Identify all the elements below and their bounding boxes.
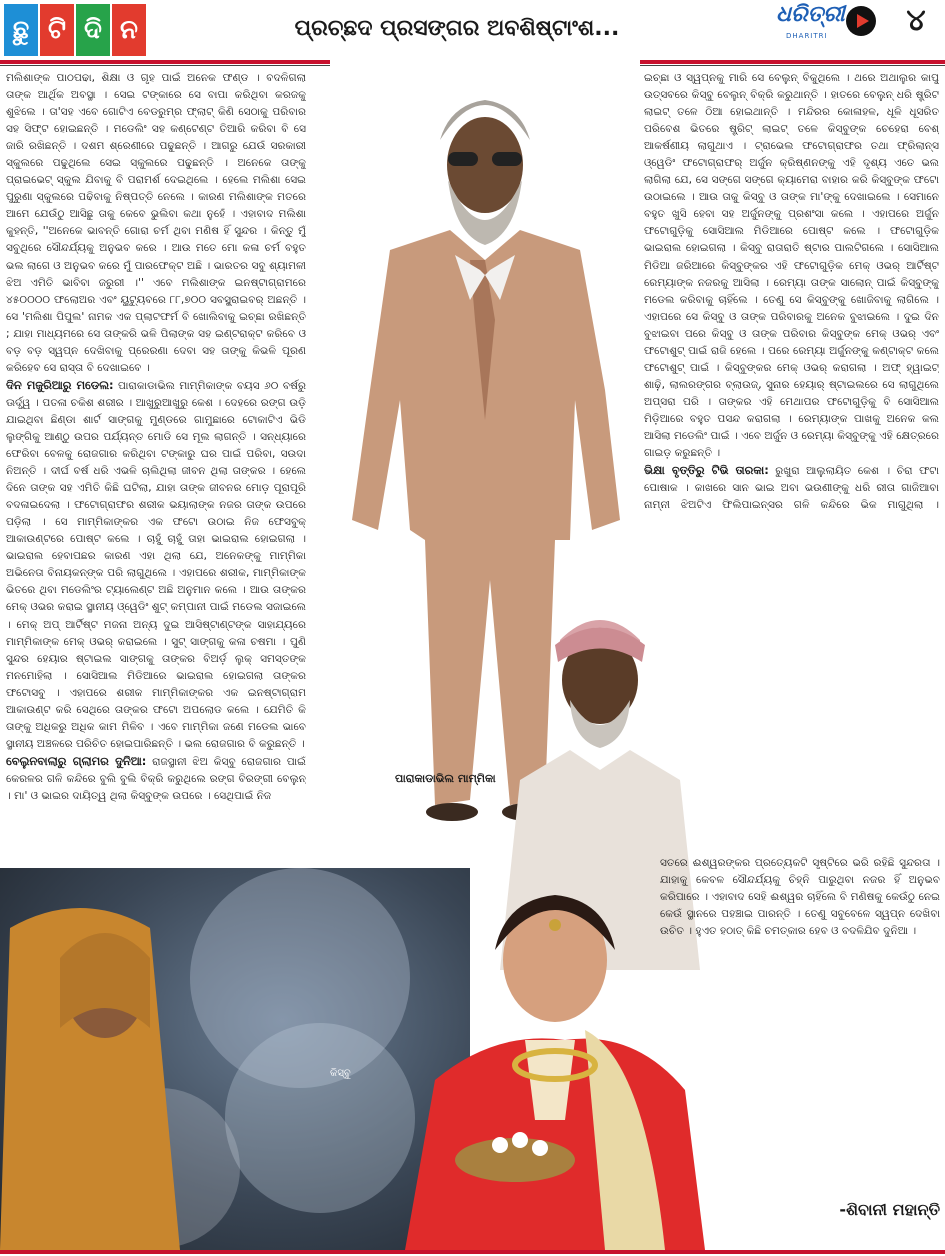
author-byline: -ଶିବାନୀ ମହାନ୍ତି: [839, 1200, 940, 1219]
paragraph: [6, 377, 306, 753]
section-tile: ଦି: [76, 4, 110, 56]
page-headline: ପ୍ରଚ୍ଛଦ ପ୍ରସଙ୍ଗର ଅବଶିଷ୍ଟାଂଶ...: [294, 15, 620, 41]
paragraph: ସତରେ ଈଶ୍ୱରଙ୍କର ପ୍ରତ୍ୟେକଟି ସୃଷ୍ଟିରେ ଭରି ରହିଛି ସୁନ୍ଦରତା । ଯାହାକୁ କେବଳ ସୌନ୍ଦର୍ଯ୍ୟକୁ ଚିହ୍ନି ପାରୁଥିବା ନଜର ହିଁ ଅନୁଭବ କରିପାରେ । ଏହାବାଦ ସେହି ଈଶ୍ୱର ଚାହିଁଲେ ବି ମଣିଷକୁ କେଉଁଠୁ ନେଇ କେଉଁ ସ୍ଥାନରେ ପହଞ୍ଚାଇ ପାରନ୍ତି । ତେଣୁ ସବୁବେଳେ ସ୍ୱପ୍ନ ଦେଖିବା ଉଚିତ । ହୁଏତ ହଠାତ୍ କିଛି ଚମତ୍କାର ହେବ ଓ ବଦଳିଯିବ ଦୁନିଆ ।: [660, 857, 940, 938]
section-tile: ଛୁ: [4, 4, 38, 56]
kisbu-caption: କିସ୍‌ବୁ: [330, 1068, 351, 1079]
masthead: [0, 0, 945, 62]
newspaper-logo: ଧରିତ୍ରୀ: [776, 2, 845, 27]
paragraph-text: ରୁଖୁରା ଆଲୁଲାୟିତ କେଶ । ଚିରା ଫଟା ପୋଷାକ । କାଖରେ ସାନ ଭାଇ ଅବା ଭଉଣୀଙ୍କୁ ଧରି ରୀତା ଗାଜିଆବା ନାମ୍ନୀ ଝିଅଟିଏ ଫିଲିପାଇନ୍ସର ଗଳି କନ୍ଦିରେ ଭିକ ମାଗୁଥିଲା ।: [644, 465, 939, 512]
section-tile: ଟି: [40, 4, 74, 56]
paragraph-text: ରାଜସ୍ଥାନୀ ଝିଅ କିସ୍‌ବୁ ରୋଜଗାର ପାଇଁ କେରଳର ଗଳି କନ୍ଦିରେ ବୁଲି ବୁଲି ବିକ୍ରି କରୁଥିଲେ ରଙ୍ଗ ବିରଙ୍ଗୀ ବେଲୁନ୍ । ମା' ଓ ଭାଇର ଦାୟିତ୍ୱ ଥିଲା କିସ୍‌ବୁଙ୍କ ଉପରେ । ସେଥିପାଇଁ ନିଜ: [6, 755, 306, 802]
paragraph-text: ପାରାକାଡାଭିଲ ମାମ୍ମିକାଙ୍କ ବୟସ ୬୦ ବର୍ଷରୁ ଊର୍ଦ୍ଧ୍ୱ । ପତଳା ଚକିଶ ଶରୀର । ଆଖୁରୁଆଖୁରୁ କେଶ । ଦେହରେ ରଙ୍ଗ ଉଡ଼ି ଯାଇଥିବା ଛିଣ୍ଡା ଶାର୍ଟ ସାଙ୍ଗକୁ ମୁଣ୍ଡରେ ଗାମୁଛାରେ ଟୋକାଟିଏ ଭିଡି ଲୁଙ୍ଗିକୁ ଆଣ୍ଠୁ ଉପର ପର୍ଯ୍ୟନ୍ତ ମୋଡି ସେ ମୂଲ ଲାଗନ୍ତି । ସନ୍ଧ୍ୟାରେ ଫେରିବା ବେଳକୁ ରୋଜଗାର କରିଥିବା ଟଙ୍କାରୁ ଘର ପାଇଁ ପରିବା, ସଉଦା ନିଅନ୍ତି । ଦୀର୍ଘ ବର୍ଷ ଧରି ଏଭଳି ଚାଲିଥିଲା ଜୀବନ ଥିଲା ତାଙ୍କର । ହେଲେ ଦିନେ ତାଙ୍କ ସହ ଏମିତି କିଛି ଘଟିଲା, ଯାହା ତାଙ୍କ ଜୀବନର ମୋଡ଼ ପୂରାପୂରି ବଦଳାଇଦେଲା । ଫଟୋଗ୍ରାଫର ଶରୀକ ଭୟାଲାଙ୍କ ନଜର ତାଙ୍କ ଉପରେ ପଡ଼ିଲା । ସେ ମାମ୍ମିକାଙ୍କର ଏକ ଫଟୋ ଉଠାଇ ନିଜ ଫେସବୁକ୍ ଆକାଉଣ୍ଟରେ ପୋଷ୍ଟ କଲେ । ଚାହୁଁ ଚାହୁଁ ତାହା ଭାଇରାଲ ହୋଇଗଲା । ଭାଇରାଲ ହେବାପଛର କାରଣ ଏହା ଥିଲା ଯେ, ଅନେକଙ୍କୁ ମାମ୍ମିକା ଅଭିନେତା ବିନାୟକନ୍‌ଙ୍କ ପରି ଲାଗୁଥିଲେ । ଏହାପରେ ଶରୀକ, ମାମ୍ମିକାଙ୍କ ଭିତରେ ଥିବା ମଡେଲିଂର ଟ୍ୟାଲେଣ୍ଟ ଅଛି ଅନୁମାନ କଲେ । ଆଉ ତାଙ୍କର ମେକ୍ ଓଭର କରାଇ ସ୍ଥାନୀୟ ଓ୍ୱେଡିଂ ଶୁଟ୍ କମ୍ପାନୀ ପାଇଁ ମଡେଲ ସଜାଇଲେ । ମେକ୍ ଅପ୍ ଆର୍ଟିଷ୍ଟ ମଜନା ଅନ୍ୟ ଦୁଇ ଆସିଷ୍ଟାଣ୍ଟଙ୍କ ସାହାଯ୍ୟରେ ମାମ୍ମିକାଙ୍କ ମେକ୍ ଓଭର୍ କରାଇଲେ । ସୁଟ୍ ସାଙ୍ଗକୁ କଳା ଚଷମା । ପୁଣି ସୁନ୍ଦର ହେୟାର ଷ୍ଟାଇଲ ସାଙ୍ଗକୁ ତାଙ୍କର ବିଅର୍ଡ଼ ଲୁକ୍ ସମସ୍ତଙ୍କ ମନମୋହିଲା । ସୋସିଆଲ ମିଡିଆରେ ଭାଇରାଲ ହୋଇଗଲା ତାଙ୍କର ଫଟୋସବୁ । ଏହାପରେ ଶରୀକ ମାମ୍ମିକାଙ୍କର ଏକ ଇନଷ୍ଟାଗ୍ରାମ ଆକାଉଣ୍ଟ କରି ସେଥିରେ ତାଙ୍କର ଫଟୋ ଅପଲୋଡ କଲେ । ଯେମିତି କି ତାଙ୍କୁ ଅଧିକରୁ ଅଧିକ କାମ ମିଳିବ । ଏବେ ମାମ୍ମିକା ଜଣେ ମଡେଲ ଭାବେ ସ୍ଥାନୀୟ ଅଞ୍ଚଳରେ ପରିଚିତ ହୋଇପାରିଛନ୍ତି । ଭଲ ରୋଜଗାର ବି କରୁଛନ୍ତି ।: [6, 379, 306, 750]
section-tile: ନ: [112, 4, 146, 56]
subheading: ବେଲୁନବାଲାରୁ ଗ୍ଲାମର ଦୁନିଆ:: [6, 753, 147, 768]
newspaper-logo-sub: DHARITRI: [786, 32, 828, 40]
subheading: ଦିନ ମଜୁରିଆରୁ ମଡେଲ:: [6, 377, 114, 392]
play-icon: [846, 6, 876, 36]
bottom-rule: [0, 1250, 945, 1254]
paragraph: ମଲିଶାଙ୍କ ପାଠପଢା, ଶିକ୍ଷା ଓ ଗୃହ ପାଇଁ ଅନେକ ଫଣ୍ଡ । ବଦଳିଗଲା ତାଙ୍କ ଆର୍ଥିକ ଅବସ୍ଥା । ସେଇ ଟଙ୍କାରେ ସେ ବାପା କରିଥିବା କରଜକୁ ଶୁଝିଲେ । ତା'ସହ ଏବେ ଗୋଟିଏ ବେଡରୁମ୍‌ର ଫ୍ଲାଟ୍ କିଣି ସେଠାକୁ ପରିବାର ସହ ସିଫ୍ଟ ହୋଇଛନ୍ତି । ମଡେଲିଂ ସହ କଣ୍ଟେଣ୍ଟ ତିଆରି କରିବା ବି ସେ ଜାରି ରଖିଛନ୍ତି । ଦଶମ ଶ୍ରେଣୀରେ ପଢୁଛନ୍ତି । ଆଗରୁ ଯେଉଁ ସରକାରୀ ସ୍କୁଲରେ ପଢୁଥିଲେ ସେଇ ସ୍କୁଲରେ ପଢୁଛନ୍ତି । ଅନେକେ ତାଙ୍କୁ ପ୍ରାଇଭେଟ୍ ସ୍କୁଲ ଯିବାକୁ ବି ପରାମର୍ଶ ଦେଇଥିଲେ । ହେଲେ ମଲିଶା ସେଇ ପୁରୁଣା ସ୍କୁଲରେ ପଢିବାକୁ ନିଷ୍ପତ୍ତି ନେଲେ । କାରଣ ମଲିଶାଙ୍କ ମତରେ ଆମେ ଯେଉଁଠୁ ଆସିଛୁ ତାକୁ କେବେ ଭୁଲିବା କଥା ନୁହେଁ । ଏହାବାଦ ମଲିଶା କୁହନ୍ତି, ''ଅନେକେ ଭାବନ୍ତି ଗୋରା ଚର୍ମ ଥିବା ମଣିଷ ହିଁ ସୁନ୍ଦର । କିନ୍ତୁ ମୁଁ ସବୁଥିରେ ସୌନ୍ଦର୍ଯ୍ୟକୁ ଅନୁଭବ କରେ । ଆଉ ମତେ ମୋ କଳା ଚର୍ମ ବହୁତ ଭଲ ଲାଗେ ଓ ଅନୁଭବ କରେ ମୁଁ ପାରଫେକ୍ଟ ଅଛି । ଭାରତର ସବୁ ଶ୍ୟାମଳୀ ଝିଅ ଏମିତି ଭାବିବା ଜରୁରୀ ।'' ଏବେ ମଲିଶାଙ୍କ ଇନଷ୍ଟାଗ୍ରାମରେ ୪୫୦୦୦୦ ଫଲୋଅର ଏବଂ ୟୁଟ୍ୟୁବରେ ୮୮,୭୦୦ ସବସ୍କ୍ରାଇବର୍ ଅଛନ୍ତି । ସେ 'ମଲିଶା ପିପୁଲ' ନାମକ ଏକ ପ୍ଲାଟଫର୍ମ ବି ଖୋଲିବାକୁ ଇଚ୍ଛା ରଖିଛନ୍ତି ; ଯାହା ମାଧ୍ୟମରେ ସେ ତାଙ୍କରି ଭଳି ପିଲାଙ୍କ ସହ ଇଣ୍ଟରାକ୍ଟ କରିବେ ଓ ବଡ଼ ବଡ଼ ସ୍ୱପ୍ନ ଦେଖିବାକୁ ପ୍ରେରଣା ଦେବା ସହ ତାଙ୍କୁ କିଭଳି ପୂରଣ କରିହେବ ସେ ରାସ୍ତା ବି ଦେଖାଇବେ ।: [6, 72, 306, 374]
left-column: [6, 70, 306, 838]
mammikka-caption: ପାରାକାଡାଭିଲ ମାମ୍ମିକା: [395, 772, 496, 785]
right-column: [644, 70, 939, 512]
subheading: ଭିକ୍ଷା ବୃତ୍ତିରୁ ଟିଭି ତାରକା:: [644, 463, 769, 478]
paragraph: [644, 462, 939, 512]
paragraph: ଇଚ୍ଛା ଓ ସ୍ୱପ୍ନକୁ ମାରି ସେ ବେଲୁନ୍ ବିକୁଥିଲେ । ଥରେ ଅଥାଲୁର କାପୁ ଉତ୍ସବରେ କିସ୍‌ବୁ ବେଲୁନ୍ ବିକ୍ରି କରୁଥାନ୍ତି । ହାତରେ ବେଲୁନ୍ ଧରି ଷ୍ଟ୍ରିଟ ଲାଇଟ୍ ତଳେ ଠିଆ ହୋଇଥାନ୍ତି । ମନ୍ଦିରର କୋଳାହଳ, ଧୂଳି ଧୂସରିତ ପରିବେଶ ଭିତରେ ଷ୍ଟ୍ରିଟ୍ ଲାଇଟ୍ ତଳେ କିସ୍‌ବୁଙ୍କ ଚେହେରା ବେଶ୍ ଆକର୍ଷଣୀୟ ଲାଗୁଥାଏ । ଟ୍ରାଭେଲ ଫଟୋଗ୍ରାଫର ତଥା ଫ୍ରିଲାନ୍ସ ଓ୍ୱେଡିଂ ଫଟୋଗ୍ରାଫର୍ ଅର୍ଜୁନ କ୍ରିଷ୍ଣନଙ୍କୁ ଏହି ଦୃଶ୍ୟ ଏତେ ଭଲ ଲାଗିଲା ଯେ, ସେ ସଙ୍ଗେ ସଙ୍ଗେ କ୍ୟାମେରା ବାହାର କରି କିସ୍‌ବୁଙ୍କ ଫଟୋ ଉଠାଇଲେ । ଆଉ ତାକୁ କିସ୍‌ବୁ ଓ ତାଙ୍କ ମା'ଙ୍କୁ ଦେଖାଇଲେ । ସେମାନେ ବହୁତ ଖୁସି ହେବା ସହ ଅର୍ଜୁନଙ୍କୁ ପ୍ରଶଂସା କଲେ । ଏହାପରେ ଅର୍ଜୁନ ଫଟୋଗୁଡ଼ିକୁ ସୋସିଆଲ ମିଡିଆରେ ପୋଷ୍ଟ କଲେ । ଫଟୋଗୁଡ଼ିକ ଭାଇରାଲ ହୋଇଗଲା । କିସ୍‌ବୁ ରାତାରାତି ଷ୍ଟାର ପାଲଟିଗଲେ । ସୋସିଆଲ ମିଡିଆ ଜରିଆରେ କିସ୍‌ବୁଙ୍କର ଏହି ଫଟୋଗୁଡ଼ିକ ମେକ୍ ଓଭର୍ ଆର୍ଟିଷ୍ଟ ରେମ୍ୟାଙ୍କ ନଜରକୁ ଆସିଲା । ରେମ୍ୟା ତାଙ୍କ ସାଲୋନ୍ ପାଇଁ କିସ୍‌ବୁଙ୍କୁ ମଡେଲ କରିବାକୁ ଚାହିଁଲେ । ତେଣୁ ସେ କିସ୍‌ବୁଙ୍କୁ ଖୋଜିବାକୁ ଲାଗିଲେ । ଏହାପରେ ସେ କିସ୍‌ବୁ ଓ ତାଙ୍କ ପରିବାରକୁ ଅନେକ ବୁଝାଇଲେ । ଦୁଇ ଦିନ ବୁଝାଇବା ପରେ କିସ୍‌ବୁ ଓ ତାଙ୍କ ପରିବାର କିସ୍‌ବୁଙ୍କ ମେକ୍ ଓଭର୍ ଏବଂ ଫଟୋଶୁଟ୍ ପାଇଁ ରାଜି ହେଲେ । ପରେ ରେମ୍ୟା ଅର୍ଜୁନଙ୍କୁ କଣ୍ଟାକ୍ଟ କଲେ ଫଟୋଶୁଟ୍ ପାଇଁ । କିସ୍‌ବୁଙ୍କର ମେକ୍ ଓଭର୍ କରାଗଲା । ଅଫ୍ ହ୍ୱାଇଟ୍ ଶାଢ଼ି, ଲାଲରଙ୍ଗର ବ୍ଲାଉଜ୍, ସୁନାର ହେୟାର୍ ଷ୍ଟାଇଲରେ ସେ ଲାଗୁଥିଲେ ଅପ୍‌ସରା ପରି । ତାଙ୍କର ଏହି ମେଥାପର ଫଟୋଗୁଡ଼ିକୁ ବି ସୋସିଆଲ ମିଡ଼ିଆରେ ବହୁତ ପସନ୍ଦ କରାଗଲା । ରେମ୍ୟାଙ୍କ ପାଖକୁ ଅନେକ କଲ ଆସିଲା ମଡେଲିଂ ପାଇଁ । ଏବେ ଅର୍ଜୁନ ଓ ରେମ୍ୟା କିସ୍‌ବୁଙ୍କୁ ଏହି କ୍ଷେତ୍ରରେ ଗାଇଡ଼ କରୁଛନ୍ତି ।: [644, 72, 939, 460]
paragraph: [6, 753, 306, 805]
balloon-girl-photo: [0, 868, 470, 1250]
closing-paragraph: [660, 855, 940, 1195]
page-number: ୪: [906, 2, 926, 38]
